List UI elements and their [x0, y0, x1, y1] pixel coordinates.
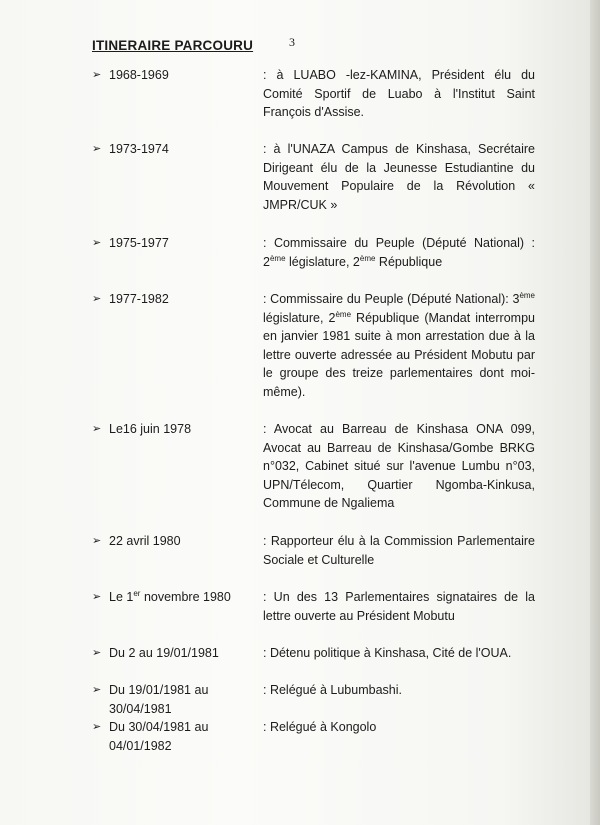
section-title: ITINERAIRE PARCOURU: [92, 38, 254, 53]
description-text: législature,: [263, 310, 329, 325]
ordinal-suffix: er: [133, 589, 141, 598]
entry-description: : Détenu politique à Kinshasa, Cité de l'OUA.: [263, 646, 512, 660]
entry-description: : Rapporteur élu à la Commission Parlementaire Sociale et Culturelle: [263, 534, 535, 567]
page-number: 3: [289, 35, 295, 49]
description-text: République: [375, 254, 443, 269]
ordinal-number: 2: [263, 254, 270, 269]
entry-description: [263, 234, 535, 271]
entry-date: 1973-1974: [109, 142, 169, 156]
ordinal-suffix: ème: [519, 291, 535, 300]
arrowhead-bullet-icon: ➢: [92, 423, 102, 435]
page-edge-shadow: [590, 0, 600, 825]
arrowhead-bullet-icon: ➢: [92, 535, 102, 547]
arrowhead-bullet-icon: ➢: [92, 684, 102, 696]
ordinal-number: 2: [352, 254, 360, 269]
ordinal-suffix: ème: [359, 253, 376, 263]
ordinal-suffix: ème: [335, 309, 352, 319]
arrowhead-bullet-icon: ➢: [92, 69, 102, 81]
entry-date: 22 avril 1980: [109, 534, 181, 548]
entry-description: : à LUABO -lez-KAMINA, Président élu du Comité Sportif de Luabo à l'Institut Saint François d'Assise.: [263, 68, 535, 119]
entry-description: : Avocat au Barreau de Kinshasa ONA 099, Avocat au Barreau de Kinshasa/Gombe BRKG n°032, Cabinet situé sur l'avenue Lumbu n°03, UPN/Télecom, Quartier Ngomba-Kinkusa, Commune de Ngaliema: [263, 422, 535, 510]
arrowhead-bullet-icon: ➢: [92, 647, 102, 659]
ordinal-number: 2: [328, 310, 336, 325]
arrowhead-bullet-icon: ➢: [92, 293, 102, 305]
entry-date: Du 19/01/1981 au 30/04/1981: [109, 683, 209, 716]
entry-date: Du 30/04/1981 au 04/01/1982: [109, 720, 209, 753]
entry-description: : à l'UNAZA Campus de Kinshasa, Secrétaire Dirigeant élu de la Jeunesse Estudiantine du Mouvement Populaire de la Révolution « JMPR/CUK »: [263, 142, 535, 212]
description-text: législature,: [285, 254, 353, 269]
entry-date: [109, 588, 249, 607]
arrowhead-bullet-icon: ➢: [92, 143, 102, 155]
entry-description: : Un des 13 Parlementaires signataires de la lettre ouverte au Président Mobutu: [263, 590, 535, 623]
date-text: Le 1: [109, 590, 134, 604]
entry-description: : Relégué à Lubumbashi.: [263, 683, 402, 697]
description-text: : Commissaire du Peuple (Député National) :: [263, 236, 535, 250]
description-text: : Commissaire du Peuple (Député National):: [263, 292, 509, 306]
entry-date: 1975-1977: [109, 236, 169, 250]
entry-description: [263, 290, 535, 401]
entry-date: Du 2 au 19/01/1981: [109, 646, 219, 660]
entry-date: Le16 juin 1978: [109, 422, 192, 436]
date-text: novembre 1980: [140, 590, 231, 604]
ordinal-suffix: ème: [269, 253, 286, 263]
entry-date: 1968-1969: [109, 68, 169, 82]
entry-date: 1977-1982: [109, 292, 169, 306]
arrowhead-bullet-icon: ➢: [92, 721, 102, 733]
arrowhead-bullet-icon: ➢: [92, 591, 102, 603]
description-text: République (Mandat interrompu en janvier 1981 suite à mon arrestation due à la lettre ouverte adressée au Président Mobutu par le groupe des treize parlementaires dont moi-même).: [263, 310, 535, 399]
entry-description: : Relégué à Kongolo: [263, 720, 377, 734]
ordinal-number: 3: [512, 292, 520, 306]
arrowhead-bullet-icon: ➢: [92, 237, 102, 249]
